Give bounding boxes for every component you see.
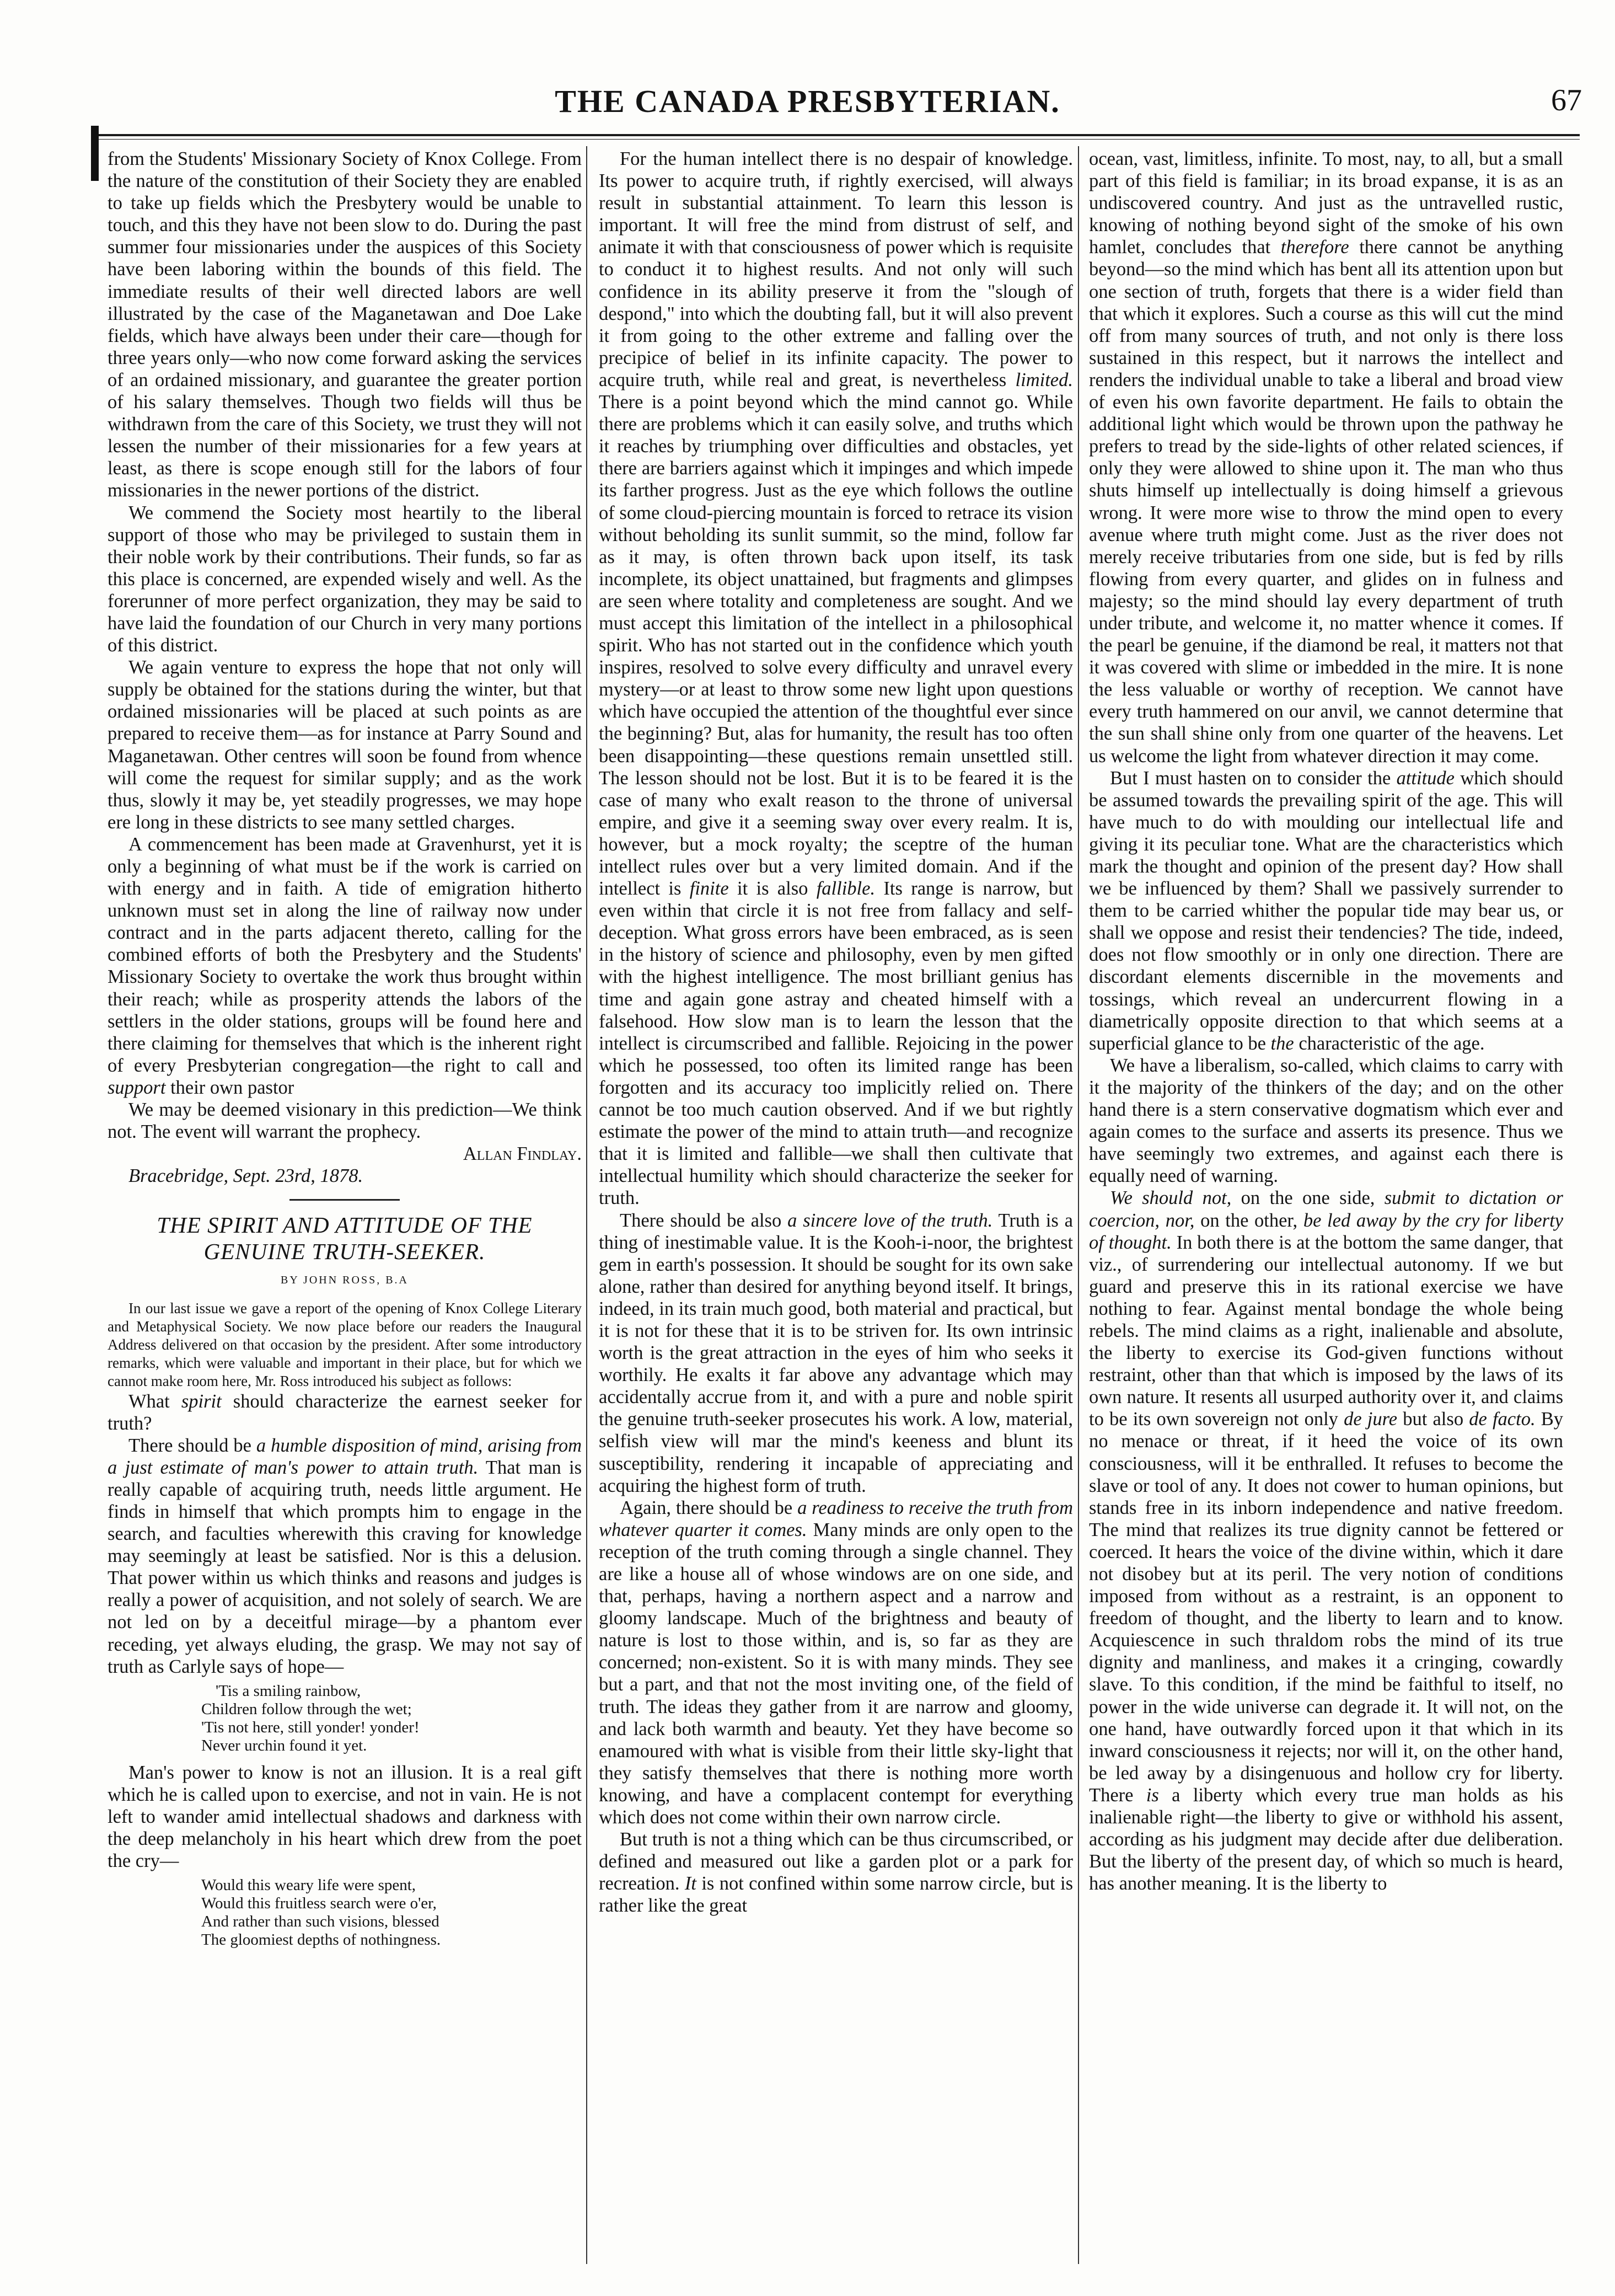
paragraph: But truth is not a thing which can be thus circumscribed, or defined and measured out like a garden plot or a park for recreation. It is not confined within some narrow circle, but is rather like the great — [599, 1829, 1073, 1917]
page-number: 67 — [1551, 83, 1582, 117]
paragraph: But I must hasten on to consider the attitude which should be assumed towards the prevailing spirit of the age. This will have much to do with moulding our intellectual life and giving it its peculiar tone. What are the characteristics which mark the thought and opinion of the present day? How shall we be influenced by them? Shall we passively surrender to them to be carried whither the popular tide may bear us, or shall we oppose and resist their tendencies? The tide, indeed, does not flow smoothly or in only one direction. There are discordant elements discernible in the movements and tossings, which reveal an undercurrent flowing in a diametrically opposite direction to that which seems at a superficial glance to be the characteristic of the age. — [1089, 767, 1563, 1054]
byline: BY JOHN ROSS, B.A — [281, 1274, 409, 1287]
editor-intro: In our last issue we gave a report of the opening of Knox College Literary and Metaphysical Society. We now place before our readers the Inaugural Address delivered on that occasion by the president. After some introductory remarks, which were valuable and important in their place, but for which we cannot make room here, Mr. Ross introduced his subject as follows: — [108, 1299, 582, 1389]
header-rule — [91, 134, 1580, 136]
paragraph: We commend the Society most heartily to the liberal support of those who may be privileged to sustain them in their noble work by their contributions. Their funds, so far as this place is concerned, are expended wisely and well. As the forerunner of more perfect organization, they may be said to have laid the foundation of our Church in very many portions of this district. — [108, 502, 582, 656]
paragraph: Again, there should be a readiness to receive the truth from whatever quarter it comes. Many minds are only open to the reception of the truth coming through a single channel. They are like a house all of whose windows are on one side, and that, perhaps, having a northern aspect and a narrow and gloomy landscape. Much of the brightness and beauty of nature is lost to those within, and is, so far as they are concerned; non-existent. So it is with many minds. They see but a part, and that not the most inviting one, of the field of truth. The ideas they gather from it are narrow and gloomy, and lack both warmth and beauty. Yet they have become so enamoured with what is visible from their little sky-light that they satisfy themselves that there is nothing more worth knowing, and have a complacent contempt for everything which does not come within their own narrow circle. — [599, 1497, 1073, 1828]
article-title: THE SPIRIT AND ATTITUDE OF THE GENUINE TRUTH-SEEKER. — [157, 1212, 533, 1265]
verse-quote: 'Tis a smiling rainbow, Children follow through the wet; 'Tis not here, still yonder! yonder! Never urchin found it yet. — [201, 1682, 420, 1754]
column-1 — [108, 148, 582, 2266]
column-start-bar — [91, 126, 99, 181]
dateline: Bracebridge, Sept. 23rd, 1878. — [128, 1165, 363, 1187]
paragraph: We have a liberalism, so-called, which claims to carry with it the majority of the thinkers of the day; and on the other hand there is a stern conservative dogmatism which ever and again comes to the surface and asserts its presence. Thus we have seemingly two extremes, and against each there is equally need of warning. — [1089, 1055, 1563, 1187]
header-rule-thin — [91, 139, 1580, 140]
column-2 — [599, 148, 1073, 2266]
paragraph: We may be deemed visionary in this prediction—We think not. The event will warrant the prophecy. — [108, 1099, 582, 1143]
newspaper-title: THE CANADA PRESBYTERIAN. — [555, 83, 1060, 119]
column-divider-2 — [1078, 146, 1079, 2264]
paragraph: A commencement has been made at Gravenhurst, yet it is only a beginning of what must be if the work is carried on with energy and in faith. A tide of emigration hitherto unknown must set in along the line of railway now under contract and in the parts adjacent thereto, calling for the combined efforts of both the Presbytery and the Students' Missionary Society to overtake the work thus brought within their reach; while as prosperity attends the labors of the settlers in the older stations, groups will be found here and there claiming for themselves that which is the inherent right of every Presbyterian congregation—the right to call and support their own pastor — [108, 833, 582, 1098]
paragraph: For the human intellect there is no despair of knowledge. Its power to acquire truth, if rightly exercised, will always result in substantial attainment. To learn this lesson is important. It will free the mind from distrust of self, and animate it with that consciousness of power which is requisite to conduct it to highest results. And not only will such confidence in its ability preserve it from the "slough of despond," into which the doubting fall, but it will also prevent it from going to the other extreme and falling over the precipice of belief in its infinite capacity. The power to acquire truth, while real and great, is nevertheless limited. There is a point beyond which the mind cannot go. While there are problems which it can easily solve, and truths which it reaches by triumphing over difficulties and obstacles, yet there are barriers against which it impinges and which impede its farther progress. Just as the eye which follows the outline of some cloud-piercing mountain is forced to retrace its vision without beholding its sunlit summit, so the mind, follow far as it may, is often thrown back upon itself, its task incomplete, its object unattained, but fragments and glimpses are seen where totality and completeness are sought. And we must accept this limitation of the intellect in a philosophical spirit. Who has not started out in the confidence which youth inspires, resolved to solve every difficulty and unravel every mystery—or at least to throw some new light upon questions which have occupied the attention of the thoughtful ever since the beginning? But, alas for humanity, the result has too often been disappointing—these questions remain unsettled still. The lesson should not be lost. But it is to be feared it is the case of many who exalt reason to the throne of universal empire, and give it a seeming sway over every realm. It is, however, but a mock royalty; the sceptre of the human intellect rules over but a very limited domain. And if the intellect is finite it is also fallible. Its range is narrow, but even within that circle it is not free from fallacy and self-deception. What gross errors have been embraced, as is seen in the history of science and philosophy, even by men gifted with the highest intelligence. The most brilliant genius has time and again gone astray and cheated himself with a falsehood. How slow man is to learn the lesson that the intellect is circumscribed and fallible. Rejoicing in the power which he possessed, too often its limited range has been forgotten and its accuracy too implicitly relied on. There cannot be too much caution observed. And if we but rightly estimate the power of the mind to attain truth—and recognize that it is limited and fallible—we shall then cultivate that intellectual humility which should characterize the seeker for truth. — [599, 148, 1073, 1209]
article-separator — [289, 1199, 400, 1201]
paragraph: ocean, vast, limitless, infinite. To most, nay, to all, but a small part of this field is familiar; in its broad expanse, it is as an undiscovered country. And just as the untravelled rustic, knowing of nothing beyond sight of the smoke of his own hamlet, concludes that therefore there cannot be anything beyond—so the mind which has bent all its attention upon but one section of truth, forgets that there is a wider field than that which it explores. Such a course as this will cut the mind off from many sources of truth, and not only is there loss sustained in this respect, but it narrows the intellect and renders the individual unable to take a liberal and broad view of even his own favorite department. He fails to obtain the additional light which would be thrown upon the pathway he prefers to tread by the side-lights of other related sciences, if only they were allowed to shine upon it. The man who thus shuts himself up intellectually is doing himself a grievous wrong. It were more wise to throw the mind open to every avenue where truth might come. Just as the river does not merely receive tributaries from one side, but is fed by rills flowing from every quarter, and glides on in fulness and majesty; so the mind should lay every department of truth under tribute, and welcome it, no matter whence it comes. If the pearl be genuine, if the diamond be real, it matters not that it was covered with slime or imbedded in the mire. It is none the less valuable or worthy of reception. We cannot have every truth hammered on our anvil, we cannot determine that the sun shall shine only from one quarter of the heavens. Let us welcome the light from whatever direction it may come. — [1089, 148, 1563, 767]
paragraph: from the Students' Missionary Society of Knox College. From the nature of the constitution of their Society they are enabled to take up fields which the Presbytery would be unable to touch, and this they have not been slow to do. During the past summer four missionaries under the auspices of this Society have been laboring within the bounds of this field. The immediate results of their well directed labors are well illustrated by the case of the Maganetawan and Doe Lake fields, which have always been under their care—though for three years only—who now come forward asking the services of an ordained missionary, and guarantee the greater portion of his salary themselves. Though two fields will thus be withdrawn from the care of this Society, we trust they will not lessen the number of their missionaries for a few years at least, as there is scope enough still for the labors of four missionaries in the newer portions of the district. — [108, 148, 582, 501]
paragraph: What spirit should characterize the earnest seeker for truth? — [108, 1390, 582, 1434]
paragraph: There should be also a sincere love of the truth. Truth is a thing of inestimable value. It is the Kooh-i-noor, the brightest gem in earth's possession. It should be sought for its own sake alone, rather than desired for anything beyond itself. It brings, indeed, in its train much good, both material and practical, but it is not for these that it is to be striven for. Its own intrinsic worth is the great attraction in the eyes of him who seeks it worthily. He exalts it far above any advantage which may accidentally accrue from it, and with a pure and noble spirit the genuine truth-seeker prosecutes his work. A low, material, selfish view will mar the mind's keeness and blunt its susceptibility, rendering it incapable of appreciating and acquiring the highest form of truth. — [599, 1209, 1073, 1496]
paragraph: Man's power to know is not an illusion. It is a real gift which he is called upon to exercise, and not in vain. He is not left to wander amid intellectual shadows and darkness with the deep melancholy in his heart which drew from the poet the cry— — [108, 1762, 582, 1872]
masthead — [0, 83, 1615, 124]
column-3 — [1089, 148, 1563, 2266]
verse-quote: Would this weary life were spent, Would this fruitless search were o'er, And rather than such visions, blessed The gloomiest depths of nothingness. — [201, 1876, 441, 1949]
paragraph: We again venture to express the hope that not only will supply be obtained for the stations during the winter, but that ordained missionaries will be placed at such points as are prepared to receive them—as for instance at Parry Sound and Maganetawan. Other centres will soon be found from whence will come the request for similar supply; and as the work thus, slowly it may be, yet steadily progresses, we may hope ere long in these districts to see many settled charges. — [108, 657, 582, 833]
author-signature: Allan Findlay. — [463, 1143, 582, 1165]
paragraph: We should not, on the one side, submit to dictation or coercion, nor, on the other, be led away by the cry for liberty of thought. In both there is at the bottom the same danger, that viz., of surrendering our intellectual autonomy. If we but guard and preserve this in its rational exercise we have nothing to fear. Against mental bondage the whole being rebels. The mind claims as a right, inalienable and absolute, the liberty to exercise its God-given functions without restraint, other than that which is imposed by the laws of its own nature. It resents all usurped authority over it, and claims to be its own sovereign not only de jure but also de facto. By no menace or threat, if it heed the voice of its own consciousness, will it be enthralled. It refuses to become the slave or tool of any. It does not cower to human opinions, but stands free in its inborn independence and native freedom. The mind that realizes its true dignity cannot be fettered or coerced. It hears the voice of the divine within, which it dare not disobey but at its peril. The very notion of conditions imposed from without as a restraint, is an opponent to freedom of thought, and the liberty to learn and to know. Acquiescence in such thraldom robs the mind of its true dignity and manliness, and makes it a cringing, cowardly slave. To this condition, if the mind be faithful to itself, no power in the wide universe can degrade it. It will not, on the one hand, have outwardly forced upon it that which in its inward consciousness it rejects; nor will it, on the other hand, be led away by a disingenuous and hollow cry for liberty. There is a liberty which every true man holds as his inalienable right—the liberty to give or withhold his assent, according as his judgment may decide after due deliberation. But the liberty of the present day, of which so much is heard, has another meaning. It is the liberty to — [1089, 1187, 1563, 1894]
column-divider-1 — [586, 146, 587, 2264]
paragraph: There should be a humble disposition of mind, arising from a just estimate of man's power to attain truth. That man is really capable of acquiring truth, needs little argument. He finds in himself that which prompts him to engage in the search, and faculties wherewith this craving for knowledge may seemingly at least be satisfied. Nor is this a delusion. That power within us which thinks and reasons and judges is really a power of acquisition, and not solely of search. We are not led on by a deceitful mirage—by a phantom ever receding, yet always eluding, the grasp. We may not say of truth as Carlyle says of hope— — [108, 1435, 582, 1677]
